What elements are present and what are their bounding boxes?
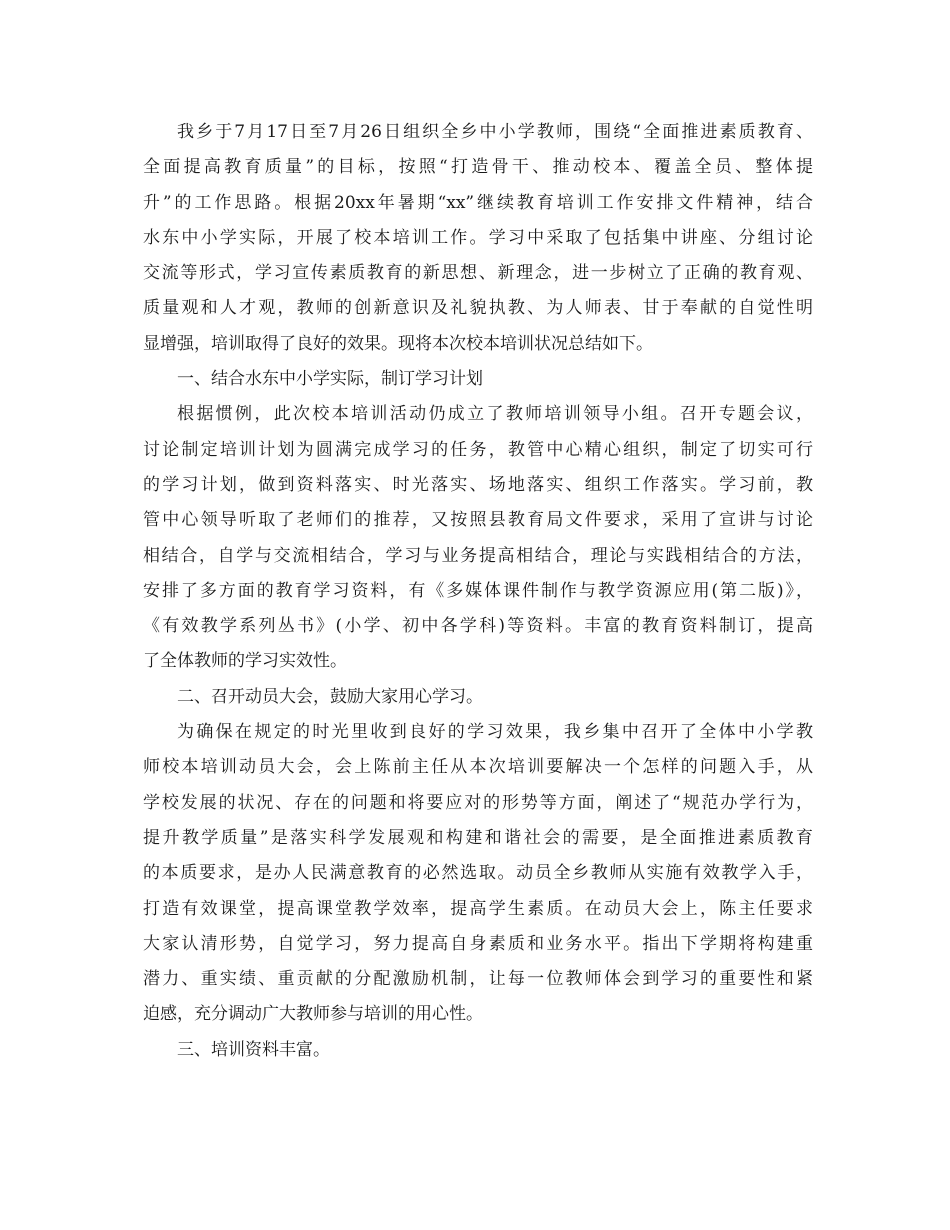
text-line: 师校本培训动员大会，会上陈前主任从本次培训要解决一个怎样的问题入手，从 [143, 757, 813, 778]
text-line: 管中心领导听取了老师们的推荐，又按照县教育局文件要求，采用了宣讲与讨论 [143, 510, 813, 531]
text-line: 的本质要求，是办人民满意教育的必然选取。动员全乡教师从实施有效教学入手， [143, 863, 813, 884]
text-line: 一、结合水东中小学实际，制订学习计划 [177, 369, 483, 390]
text-line: 安排了多方面的教育学习资料，有《多媒体课件制作与教学资源应用(第二版)》， [143, 580, 813, 601]
text-line: 我乡于7月17日至7月26日组织全乡中小学教师，围绕“全面推进素质教育、 [177, 122, 813, 142]
text-line: 升”的工作思路。根据20xx年暑期“xx”继续教育培训工作安排文件精神，结合 [143, 192, 813, 213]
text-line: 显增强，培训取得了良好的效果。现将本次校本培训状况总结如下。 [143, 333, 653, 354]
document-body [143, 115, 813, 1068]
text-line: 的学习计划，做到资料落实、时光落实、场地落实、组织工作落实。学习前，教 [143, 474, 813, 495]
text-line: 相结合，自学与交流相结合，学习与业务提高相结合，理论与实践相结合的方法， [143, 545, 813, 566]
text-line: 《有效教学系列丛书》(小学、初中各学科)等资料。丰富的教育资料制订，提高 [143, 616, 813, 637]
text-line: 三、培训资料丰富。 [177, 1039, 330, 1060]
text-line: 讨论制定培训计划为圆满完成学习的任务，教管中心精心组织，制定了切实可行 [143, 439, 813, 460]
text-line: 学校发展的状况、存在的问题和将要应对的形势等方面，阐述了“规范办学行为， [143, 792, 813, 813]
text-line: 交流等形式，学习宣传素质教育的新思想、新理念，进一步树立了正确的教育观、 [143, 263, 813, 284]
text-line: 为确保在规定的时光里收到良好的学习效果，我乡集中召开了全体中小学教 [177, 722, 813, 743]
text-line: 打造有效课堂，提高课堂教学效率，提高学生素质。在动员大会上，陈主任要求 [143, 898, 813, 919]
text-line: 全面提高教育质量”的目标，按照“打造骨干、推动校本、覆盖全员、整体提 [143, 157, 813, 178]
text-line: 水东中小学实际，开展了校本培训工作。学习中采取了包括集中讲座、分组讨论 [143, 227, 813, 248]
text-line: 二、召开动员大会，鼓励大家用心学习。 [177, 686, 483, 707]
text-line: 大家认清形势，自觉学习，努力提高自身素质和业务水平。指出下学期将构建重 [143, 933, 813, 954]
text-line: 潜力、重实绩、重贡献的分配激励机制，让每一位教师体会到学习的重要性和紧 [143, 969, 813, 990]
text-line: 了全体教师的学习实效性。 [143, 651, 347, 672]
text-line: 根据惯例，此次校本培训活动仍成立了教师培训领导小组。召开专题会议， [177, 404, 813, 425]
text-line: 质量观和人才观，教师的创新意识及礼貌执教、为人师表、甘于奉献的自觉性明 [143, 298, 813, 319]
text-line: 迫感，充分调动广大教师参与培训的用心性。 [143, 1004, 483, 1025]
text-line: 提升教学质量”是落实科学发展观和构建和谐社会的需要，是全面推进素质教育 [143, 827, 813, 848]
